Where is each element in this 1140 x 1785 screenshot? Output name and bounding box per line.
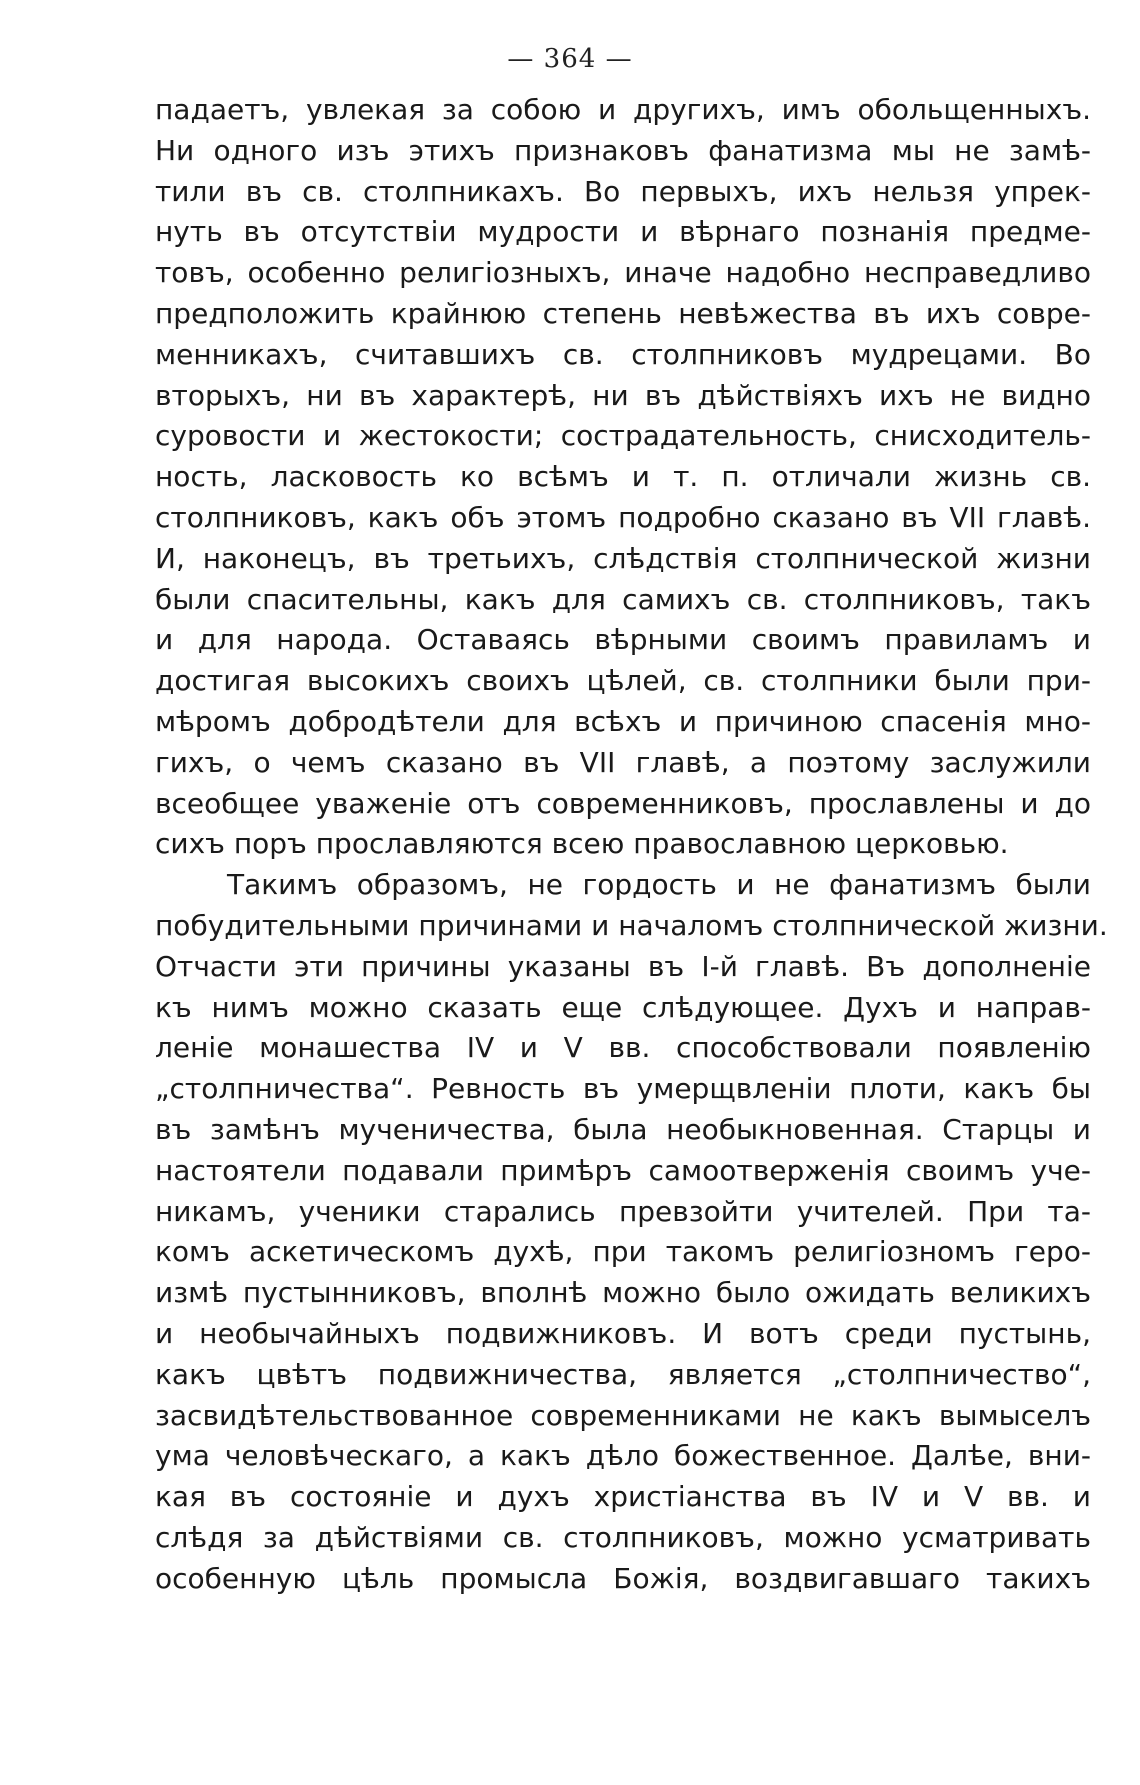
text-line: всеобщее уваженіе отъ современниковъ, прославлены и до bbox=[155, 786, 1091, 820]
text-line: товъ, особенно религіозныхъ, иначе надобно несправедливо bbox=[155, 256, 1091, 290]
text-line: предположить крайнюю степень невѣжества въ ихъ совре- bbox=[155, 296, 1091, 330]
body-text bbox=[155, 90, 1108, 1599]
text-line: побудительными причинами и началомъ столпнической жизни. bbox=[155, 908, 1108, 942]
text-line: и необычайныхъ подвижниковъ. И вотъ среди пустынь, bbox=[155, 1316, 1091, 1350]
text-line: „столпничества“. Ревность въ умерщвленіи плоти, какъ бы bbox=[155, 1072, 1091, 1106]
page-number: — 364 — bbox=[507, 44, 633, 74]
text-line: кая въ состояніе и духъ христіанства въ IV и V вв. и bbox=[155, 1480, 1091, 1514]
text-line: менникахъ, считавшихъ св. столпниковъ мудрецами. Во bbox=[155, 337, 1091, 371]
text-line: Ни одного изъ этихъ признаковъ фанатизма мы не замѣ- bbox=[155, 133, 1091, 167]
text-line: настоятели подавали примѣръ самоотверженія своимъ уче- bbox=[155, 1153, 1091, 1187]
text-line: вторыхъ, ни въ характерѣ, ни въ дѣйствіяхъ ихъ не видно bbox=[155, 378, 1091, 412]
text-line: леніе монашества IV и V вв. способствовали появленію bbox=[155, 1031, 1091, 1065]
text-line: и для народа. Оставаясь вѣрными своимъ правиламъ и bbox=[155, 623, 1091, 657]
text-line: засвидѣтельствованное современниками не какъ вымыселъ bbox=[155, 1398, 1091, 1432]
text-line: столпниковъ, какъ объ этомъ подробно сказано въ VII главѣ. bbox=[155, 500, 1091, 534]
text-line: нуть въ отсутствіи мудрости и вѣрнаго познанія предме- bbox=[155, 215, 1091, 249]
text-line: сихъ поръ прославляются всею православною церковью. bbox=[155, 827, 1009, 861]
text-line: были спасительны, какъ для самихъ св. столпниковъ, такъ bbox=[155, 582, 1091, 616]
text-line: мѣромъ добродѣтели для всѣхъ и причиною спасенія мно- bbox=[155, 704, 1091, 738]
text-line: Отчасти эти причины указаны въ I-й главѣ. Въ дополненіе bbox=[155, 949, 1091, 983]
text-line: падаетъ, увлекая за собою и другихъ, имъ обольщенныхъ. bbox=[155, 93, 1091, 126]
text-line: измѣ пустынниковъ, вполнѣ можно было ожидать великихъ bbox=[155, 1276, 1091, 1310]
text-line: какъ цвѣтъ подвижничества, является „столпничество“, bbox=[155, 1357, 1091, 1391]
text-line: гихъ, о чемъ сказано въ VII главѣ, а поэтому заслужили bbox=[155, 745, 1091, 779]
text-line: достигая высокихъ своихъ цѣлей, св. столпники были при- bbox=[155, 664, 1091, 698]
text-line: суровости и жестокости; сострадательность, снисходитель- bbox=[155, 419, 1091, 453]
text-line: ума человѣческаго, а какъ дѣло божественное. Далѣе, вни- bbox=[155, 1439, 1091, 1473]
text-line: Такимъ образомъ, не гордость и не фанатизмъ были bbox=[227, 868, 1091, 902]
text-line: особенную цѣль промысла Божія, воздвигавшаго такихъ bbox=[155, 1561, 1091, 1595]
paragraph-1 bbox=[155, 90, 1091, 865]
paragraph-2 bbox=[155, 865, 1108, 1599]
text-line: тили въ св. столпникахъ. Во первыхъ, ихъ нельзя упрек- bbox=[155, 174, 1091, 208]
text-line: комъ аскетическомъ духѣ, при такомъ религіозномъ геро- bbox=[155, 1235, 1091, 1269]
text-line: въ замѣнъ мученичества, была необыкновенная. Старцы и bbox=[155, 1112, 1091, 1146]
text-line: къ нимъ можно сказать еще слѣдующее. Духъ и направ- bbox=[155, 990, 1091, 1024]
text-line: ность, ласковость ко всѣмъ и т. п. отличали жизнь св. bbox=[155, 460, 1091, 494]
text-line: слѣдя за дѣйствіями св. столпниковъ, можно усматривать bbox=[155, 1520, 1091, 1554]
text-line: никамъ, ученики старались превзойти учителей. При та- bbox=[155, 1194, 1091, 1228]
text-line: И, наконецъ, въ третьихъ, слѣдствія столпнической жизни bbox=[155, 541, 1091, 575]
